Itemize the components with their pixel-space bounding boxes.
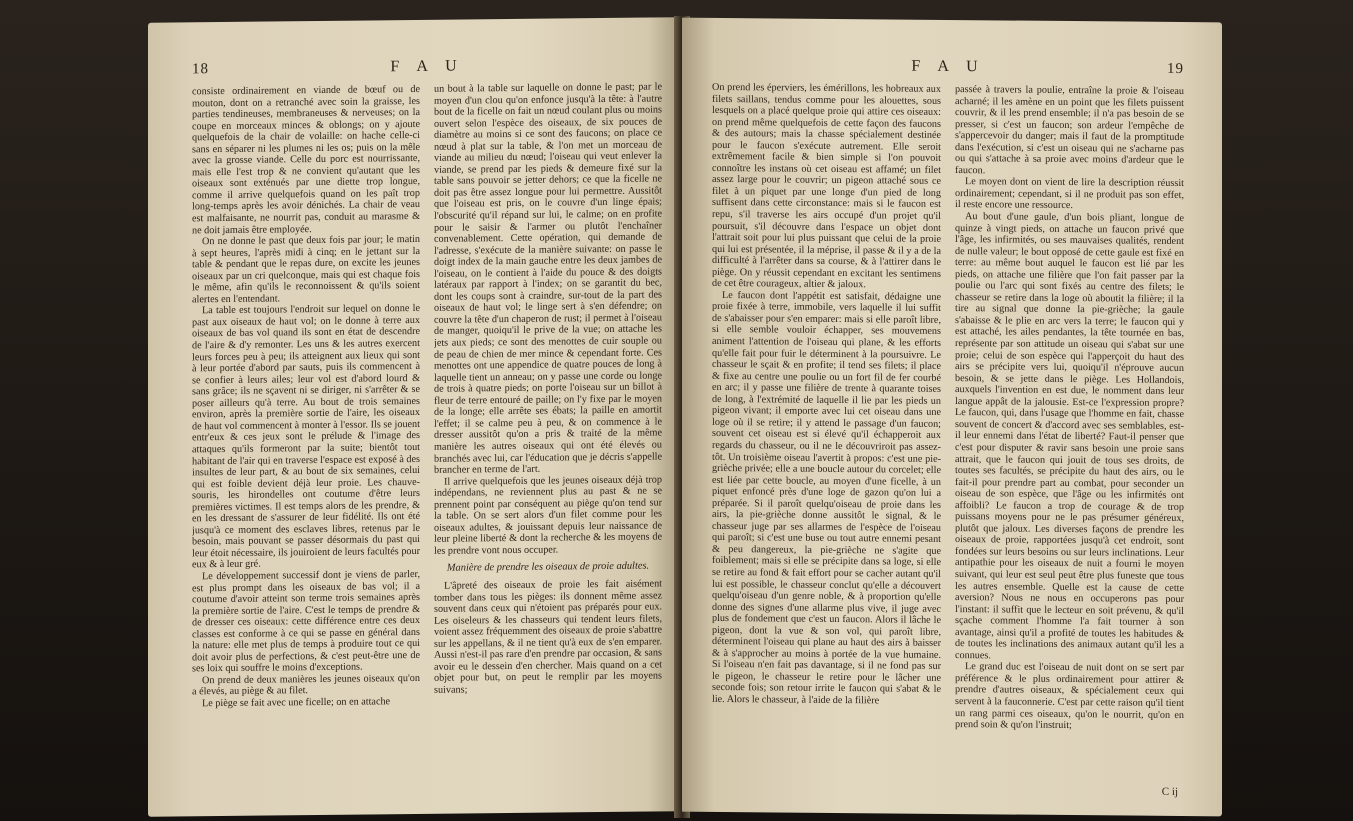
left-column-1: [192, 84, 420, 710]
left-page: [148, 17, 680, 817]
left-page-number: 18: [192, 61, 209, 78]
paragraph: On prend les éperviers, les émérillons, les hobreaux aux filets saillans, tendus comme pour les alouettes, sous lesquels on a placé quelque proie qui attire ces oiseaux: on prend même quelquefois de cette façon des faucons & des autours; mais la chasse spécialement destinée pour le faucon s'exécute autrement. Elle seroit extrêmement facile & bien simple si l'on pouvoit connoître les instans où cet oiseau est affamé; un filet assez large pour le couvrir; un pigeon attaché sous ce filet à un piquet par une longe d'un pied de long suffisent dans cette circonstance: mais si le faucon est repu, s'il traverse les airs occupé d'un projet qu'il poursuit, s'il découvre dans l'espace un objet dont l'attrait soit pour lui plus puissant que celui de la proie qui lui est présentée, il la méprise, il passe & il y a de la difficulté à l'arrêter dans sa course, & à l'attirer dans le piège. On y réussit cependant en excitant les sentimens de cet être courageux, altier & jaloux.: [712, 81, 941, 291]
right-running-head: [712, 56, 1184, 82]
right-page: [682, 18, 1222, 817]
paragraph: Le faucon dont l'appétit est satisfait, dédaigne une proie fixée à terre, immobile, vers laquelle il lui suffit de s'abaisser pour s'en emparer: mais si elle paroît libre, si elle semble vouloir échapper, ses mouvemens animent l'attention de l'oiseau qui plane, & les efforts qu'elle fait pour fuir le déterminent à la poursuivre. Le chasseur le sçait & en profite; il tend ses filets; il place & fixe au centre une poulie ou un fort fil de fer courbé en arc; il y passe une filière de trente à quarante toises de long, à l'extrémité de laquelle il lie par les pieds un pigeon vivant; il emporte avec lui cet oiseau dans une loge où il se retire; il y attend le passage d'un faucon; souvent cet oiseau est si élevé qu'il échapperoit aux regards du chasseur, ou il ne le découvriroit pas assez-tôt. Un troisième oiseau l'avertit à propos: c'est une pie-grièche privée; elle a une boucle autour du corcelet; elle est liée par cette boucle, au moyen d'une ficelle, à un piquet enfoncé près d'une loge de gazon qu'on lui a préparée. Si il paroît quelqu'oiseau de proie dans les airs, la pie-grièche donne aussitôt le signal, & le chasseur juge par ses allarmes de l'espèce de l'oiseau qui paroît; si c'est une buse ou tout autre ennemi pesant & peu dangereux, la pie-grièche ne s'agite que foiblement; mais si elle se précipite dans sa loge, si elle se retire au fond & fait effort pour se cacher autant qu'il lui est possible, le chasseur conclut qu'elle a découvert quelqu'oiseau d'un genre noble, & à proportion qu'elle donne des signes d'une allarme plus vive, il juge avec plus de fondement que c'est un faucon. Alors il lâche le pigeon, dont la vue & son vol, qui paroît libre, déterminent l'oiseau qui plane au haut des airs à baisser & à s'approcher au moins à portée de la vue humaine. Si l'oiseau n'en fait pas davantage, si il ne fond pas sur le pigeon, le chasseur le retire pour le lâcher une seconde fois; son retour irrite le faucon qui s'abat & le lie. Alors le chasseur, à l'aide de la filière: [712, 289, 941, 707]
right-columns: [712, 82, 1184, 733]
paragraph: Au bout d'une gaule, d'un bois pliant, longue de quinze à vingt pieds, on attache un faucon privé que l'âge, les infirmités, ou ses mauvaises qualités, rendent de nulle valeur; le bout opposé de cette gaule est fixé en terre: au même bout auquel le faucon est lié par les pieds, on attache une filière que l'on fait passer par la poulie ou l'arc qui sont fixés au centre des filets; le chasseur se retire dans la loge où aboutit la filière; il la tire au signal que donne la pie-grièche; la gaule s'abaisse & le plie en arc vers la terre; le faucon qui y est attaché, les ailes pendantes, la tête tournée en bas, représente par son attitude un oiseau qui s'abat sur une proie; celui de son espèce qui l'apperçoit du haut des airs se précipite vers lui, quoiqu'il n'éprouve aucun besoin, & se jette dans le piège. Les Hollandois, auxquels l'invention en est due, le nomment dans leur langue appât de la jalousie. Est-ce l'expression propre? Le faucon, qui, dans l'usage que l'homme en fait, chasse souvent de concert & d'accord avec ses semblables, est-il leur ennemi dans l'état de liberté? Faut-il penser que c'est pour disputer & ravir sans besoin une proie sans attrait, que le faucon qui jouit de tous ses droits, de toutes ses facultés, se précipite du haut des airs, ou le fait-il pour prendre part au combat, pour seconder un oiseau de son espèce, que l'âge ou les infirmités ont affoibli? Le faucon a trop de courage & de trop puissans moyens pour ne le pas présumer généreux, plutôt que jaloux. Les diverses façons de prendre les oiseaux de proie, rapportées jusqu'à cet endroit, sont fondées sur leurs besoins ou sur leurs inclinations. Leur antipathie pour les oiseaux de nuit a fourni le moyen suivant, qui leur est seul peut être plus funeste que tous les autres ensemble. Quelle est la cause de cette aversion? Nous ne nous en occuperons pas pour l'instant: il suffit que le lecteur en soit prévenu, & qu'il sçache comment l'homme l'a fait tourner à son avantage, ainsi qu'il a profité de toutes les habitudes & de toutes les inclinations des animaux autant qu'il les a connues.: [955, 211, 1184, 662]
paragraph: Le piège se fait avec une ficelle; on en attache: [202, 696, 391, 710]
paragraph: Le développement successif dont je viens de parler, est plus prompt dans les oiseaux de bas vol; il a coutume d'avoir atteint son terme trois semaines après la première sortie de l'aire. C'est le temps de prendre & de dresser ces oiseaux: cette différence entre ces deux classes est conforme à ce qui se passe en général dans la nature: elle met plus de temps à produire tout ce qui doit avoir plus de perfections, & c'est peut-être une de ses loix qui souffre le moins d'exceptions.: [192, 568, 420, 675]
right-page-number: 19: [1167, 60, 1184, 78]
paragraph: Il arrive quelquefois que les jeunes oiseaux déjà trop indépendans, ne reviennent plus au past & ne se prennent point par conséquent au piège qu'on tend sur la table. On se sert alors d'un filet comme pour les oiseaux adultes, & jouissant depuis leur naissance de leur pleine liberté & dont la recherche & les moyens de les prendre vont nous occuper.: [434, 473, 662, 557]
right-running-title: F A U: [911, 57, 985, 76]
paragraph: L'âpreté des oiseaux de proie les fait aisément tomber dans tous les pièges: ils donnent même assez souvent dans ceux qui n'étoient pas préparés pour eux. Les oiseleurs & les chasseurs qui tendent leurs filets, voient assez fréquemment des oiseaux de proie s'abattre sur les appellans, & il ne tient qu'à eux de s'en emparer. Aussi n'est-il pas rare d'en prendre par occasion, & sans avoir eu le dessein d'en chercher. Mais quand on a cet objet pour but, on peut le remplir par les moyens suivans;: [434, 578, 662, 696]
signature-mark: C ij: [1161, 785, 1178, 798]
paragraph: On ne donne le past que deux fois par jour; le matin à sept heures, l'après midi à cinq; en le jettant sur la table & pendant que le repas dure, on excite les jeunes oiseaux par un cri quelconque, mais qui est chaque fois le même, afin qu'ils le reconnoissent & qu'ils soient alertes en l'entendant.: [192, 234, 420, 306]
left-column-2: [434, 81, 662, 707]
left-running-title: F A U: [390, 57, 464, 76]
paragraph: passée à travers la poulie, entraîne la proie & l'oiseau acharné; il les amène en un point que les filets puissent couvrir, & il les prend ensemble; il n'a pas besoin de se presser, si c'est un faucon; son ardeur l'empêche de s'appercevoir du danger; mais il faut de la promptitude dans l'exécution, si c'est un oiseau qui ne s'acharne pas ou qui s'attache à sa proie avec moins d'ardeur que le faucon.: [955, 84, 1184, 177]
paragraph: Le grand duc est l'oiseau de nuit dont on se sert par préférence & le plus ordinairement pour attirer & prendre d'autres oiseaux, & spécialement ceux qui servent à la fauconnerie. C'est par cette raison qu'il tient un rang parmi ces oiseaux, qu'on le nourrit, qu'on en prend soin & qu'on l'instruit;: [955, 661, 1184, 732]
paragraph: Le moyen dont on vient de lire la description réussit ordinairement; cependant, si il ne produit pas son effet, il reste encore une ressource.: [955, 176, 1184, 212]
left-columns: [192, 81, 662, 709]
section-heading: Manière de prendre les oiseaux de proie adultes.: [446, 560, 650, 575]
paragraph: un bout à la table sur laquelle on donne le past; par le moyen d'un clou qu'on enfonce jusqu'à la tête: à l'autre bout de la ficelle on fait un nœud coulant plus ou moins ouvert selon l'espèce des oiseaux, de six pouces de diamètre au moins si ce sont des faucons; on place ce nœud à plat sur la table, & l'on met un morceau de viande au milieu du nœud; l'oiseau qui veut enlever la viande, se prend par les pieds & demeure fixé sur la table sans pouvoir se jetter dehors; ce que la ficelle ne doit pas être assez longue pour lui permettre. Aussitôt que l'oiseau est pris, on le couvre d'un linge épais; l'obscurité qu'il répand sur lui, le calme; on en profite pour le saisir & l'armer ou plutôt l'enchaîner convenablement. Cette opération, qui demande de l'adresse, s'exécute de la manière suivante: on passe le doigt index de la main gauche entre les deux jambes de l'oiseau, on le contient à l'aide du pouce & des doigts latéraux par rapport à l'index; on se garantit du bec, dont les coups sont à craindre, sur-tout de la part des oiseaux de haut vol; le linge sert à s'en défendre; on couvre la tête d'un chaperon de rust; il permet à l'oiseau de manger, quoiqu'il le prive de la vue; on attache les jets aux pieds; ce sont des menottes de cuir souple ou de peau de chien de mer mince & cependant forte. Ces menottes ont une appendice de quatre pouces de long à laquelle tient un anneau; on y passe une corde ou longe de trois à quatre pieds; on porte l'oiseau sur un billot à fleur de terre entouré de paille; on l'y fixe par le moyen de la longe; elle arrête ses ébats; la paille en amortit l'effet; il se calme peu à peu, & on commence à le dresser aussitôt qu'on a pris & traité de la même manière les autres oiseaux qui ont été élevés ou branchés avec lui, car l'éducation que je décris s'appelle brancher en terme de l'art.: [434, 81, 662, 476]
paragraph: consiste ordinairement en viande de bœuf ou de mouton, dont on a retranché avec soin la graisse, les parties tendineuses, membraneuses & nerveuses; on la coupe en morceaux minces & oblongs; on y ajoute quelquefois de la chair de volaille: on hache celle-ci sans en séparer ni les plumes ni les os; puis on la mêle avec la grosse viande. Celle du porc est nourrissante, mais elle l'est trop & ne convient qu'autant que les oiseaux sont exténués par une diette trop longue, comme il arrive quelquefois quand on les paît trop long-temps après les avoir dénichés. La chair de veau est malfaisante, ne nourrit pas, conduit au marasme & ne doit jamais être employée.: [192, 83, 420, 236]
paragraph: La table est toujours l'endroit sur lequel on donne le past aux oiseaux de haut vol; on le donne à terre aux oiseaux de bas vol quand ils sont en état de descendre de l'aire & d'y remonter. Les uns & les autres exercent leurs forces peu à peu; ils atteignent aux lieux qui sont à leur portée d'abord par sauts, puis ils commencent à se confier à leurs ailes; leur vol est d'abord lourd & sans grâce; ils ne sçavent ni se diriger, ni s'arrêter & se poser ailleurs qu'à terre. Au bout de trois semaines environ, après la première sortie de l'aire, les oiseaux de haut vol commencent à monter à l'essor. Ils se jouent entr'eux & ces jeux sont le prélude & l'image des attaques qu'ils formeront par la suite; bientôt tout habitant de l'air qui en traverse l'espace est exposé à des insultes de leur part, & au bout de six semaines, celui qui est foible devient déjà leur proie. Les chauve-souris, les hirondelles ont coutume d'être leurs premières victimes. Il est temps alors de les prendre, & en les dressant de s'assurer de leur fidélité. Ils ont été jusqu'à ce moment des esclaves libres, retenus par le besoin, mais pouvant se passer désormais du past qui leur étoit nécessaire, ils jouiroient de leurs facultés pour eux & à leur gré.: [192, 303, 420, 571]
paragraph: On prend de deux manières les jeunes oiseaux qu'on a élevés, au piège & au filet.: [192, 672, 420, 698]
right-column-2: [955, 84, 1184, 733]
right-column-1: [712, 82, 941, 731]
left-running-head: [192, 55, 662, 82]
